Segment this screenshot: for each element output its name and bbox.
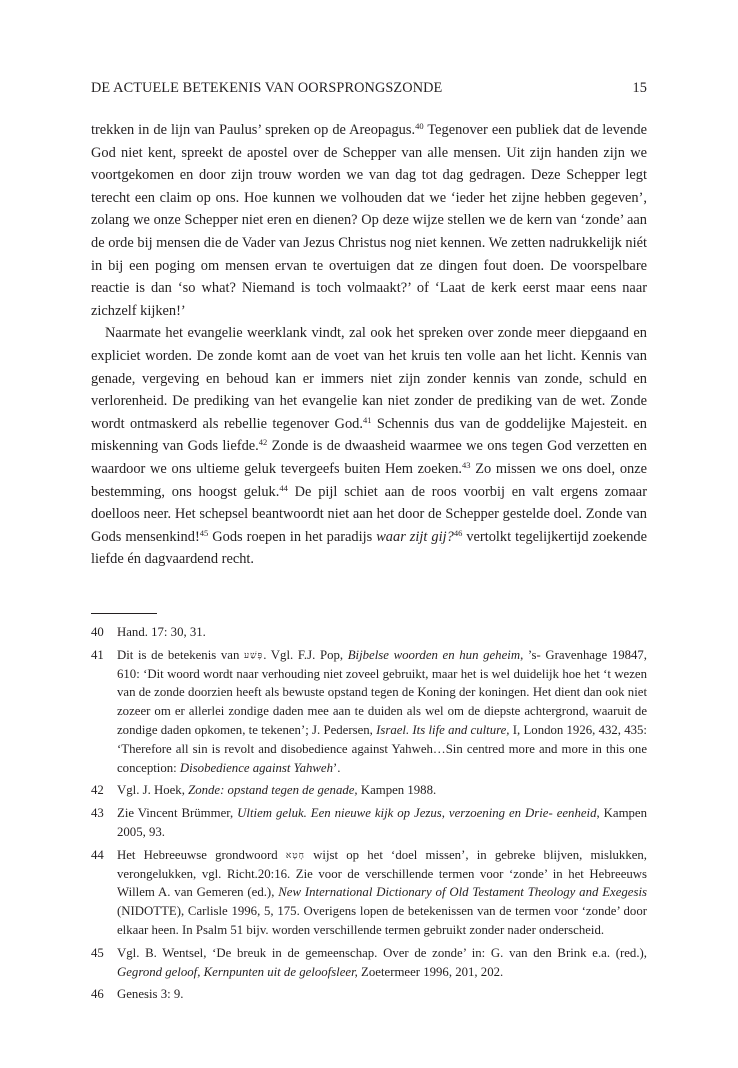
footnote-44 bbox=[91, 846, 647, 940]
footnote-number: 44 bbox=[91, 847, 104, 862]
paragraph-1 bbox=[91, 119, 647, 322]
italic-quote: waar zijt gij? bbox=[376, 528, 454, 545]
text-run: vertolkt tegelijkertijd zoekende liefde én dagvaardend recht. bbox=[91, 528, 647, 568]
footnote-text: Hand. 17: 30, 31. bbox=[117, 625, 206, 639]
italic-title: Ultiem geluk. Een nieuwe kijk op Jezus, verzoening en Drie- eenheid bbox=[237, 806, 597, 821]
text-run: Vgl. J. Hoek, bbox=[117, 783, 189, 798]
text-run: Schennis dus van de goddelijke Majesteit. en miskenning van Gods liefde. bbox=[91, 415, 647, 455]
footnotes bbox=[91, 623, 647, 1008]
italic-title: Zonde: opstand tegen de genade, bbox=[188, 783, 358, 798]
text-run: , Kampen 2005, 93. bbox=[117, 806, 648, 839]
italic-title: Israel. Its life and culture, bbox=[376, 722, 510, 737]
text-run: wijst op het ‘doel missen’, in gebreke blijven, mislukken, verongelukken, vgl. Richt.20:16. Zie voor de verschillende termen voor ‘zonde’ in het Hebreeuws Willem A. van Gemeren (ed.), bbox=[117, 847, 647, 900]
text-run: Naarmate het evangelie weerklank vindt, zal ook het spreken over zonde meer diepgaand en expliciet worden. De zonde komt aan de voet van het kruis ten volle aan het licht. Kennis van genade, vergeving en behoud kan er immers niet zijn zonder kennis van zonde, schuld en verlorenheid. De prediking van het evangelie kan niet zonder de prediking van de wet. Zonde wordt ontmaskerd als rebellie tegenover God. bbox=[91, 325, 647, 432]
footnote-number: 43 bbox=[91, 806, 104, 821]
italic-title: Gegrond geloof, Kernpunten uit de geloofsleer, bbox=[117, 964, 358, 979]
running-title: DE ACTUELE BETEKENIS VAN OORSPRONGSZONDE bbox=[91, 80, 443, 96]
text-run: Zie Vincent Brümmer, bbox=[117, 806, 238, 821]
text-run: Het Hebreeuwse grondwoord bbox=[117, 847, 286, 862]
footnote-ref-45[interactable]: 45 bbox=[199, 527, 209, 538]
text-run: De pijl schiet aan de roos voorbij en valt ergens zomaar doelloos neer. Het schepsel beantwoordt niet aan het door de Schepper gestelde doel. Zonde van Gods mensenkind! bbox=[91, 483, 647, 545]
italic-title: New International Dictionary of Old Testament Theology and Exegesis bbox=[278, 885, 647, 900]
footnote-42 bbox=[91, 781, 647, 800]
footnote-separator bbox=[91, 613, 157, 614]
footnote-ref-43[interactable]: 43 bbox=[462, 459, 471, 470]
italic-title: Bijbelse woorden en hun geheim bbox=[347, 647, 521, 662]
footnote-ref-40[interactable]: 40 bbox=[415, 121, 424, 131]
footnote-ref-41[interactable]: 41 bbox=[362, 414, 372, 425]
running-header bbox=[91, 80, 647, 102]
text-run: I, London 1926, 432, 435: ‘Therefore all sin is revolt and disobedience against Yahweh…Sin centred more and more in this one conception: bbox=[117, 722, 647, 775]
text-run: Dit is de betekenis van bbox=[117, 647, 244, 662]
page-number: 15 bbox=[632, 80, 647, 96]
footnote-number: 42 bbox=[91, 783, 104, 798]
footnote-text: Genesis 3: 9. bbox=[117, 987, 184, 1002]
text-run: Vgl. B. Wentsel, ‘De breuk in de gemeenschap. Over de zonde’ in: G. van den Brink e.a. (red.), bbox=[117, 945, 647, 960]
footnote-number: 40 bbox=[91, 625, 104, 639]
footnote-46 bbox=[91, 985, 647, 1004]
text-run: ’. bbox=[333, 760, 341, 775]
text-run: , ’s- Gravenhage 19847, 610: ‘Dit woord wordt naar verhouding niet zoveel gebruikt, maar het is wel duidelijk hoe het ‘t wezen van de zonde doorzien heeft als bewuste opstand tegen de Koning der koningen. Het dient dan ook niet zozeer om er allerlei zondige daden mee aan te duiden als wel om de diepste achtergrond, waaruit de zondige daden opkomen, te tekenen’; J. Pedersen, bbox=[117, 647, 647, 737]
text-run: Kampen 1988. bbox=[357, 783, 437, 798]
text-run: trekken in de lijn van Paulus’ spreken op de Areopagus. bbox=[91, 122, 416, 138]
footnote-43 bbox=[91, 804, 647, 842]
footnote-number: 41 bbox=[91, 647, 104, 662]
footnote-ref-42[interactable]: 42 bbox=[258, 437, 268, 448]
text-run: (NIDOTTE), Carlisle 1996, 5, 175. Overigens lopen de betekenissen van de termen voor ‘zonde’ door elkaar heen. In Psalm 51 bijv. worden verschillende termen gebruikt zonder nader onderscheid. bbox=[117, 904, 647, 937]
text-run: Zoetermeer 1996, 201, 202. bbox=[357, 964, 504, 979]
footnote-number: 46 bbox=[91, 987, 104, 1002]
hebrew-word: פֶּשַׁע bbox=[244, 649, 264, 660]
text-run: . Vgl. F.J. Pop, bbox=[263, 647, 348, 662]
text-run: Zonde is de dwaasheid waarmee we ons tegen God verzetten en waardoor we ons ultieme geluk tevergeefs buiten Hem zoeken. bbox=[91, 438, 647, 477]
paragraph-2 bbox=[91, 322, 647, 571]
footnote-ref-44[interactable]: 44 bbox=[279, 482, 288, 493]
footnote-45 bbox=[91, 944, 647, 982]
text-run: Gods roepen in het paradijs bbox=[208, 528, 377, 545]
footnote-40 bbox=[91, 623, 647, 642]
text-run: Zo missen we ons doel, onze bestemming, ons hoogst geluk. bbox=[91, 460, 648, 500]
text-run: Tegenover een publiek dat de levende God niet kent, spreekt de apostel over de Schepper van alle mensen. Uit zijn handen zijn we voortgekomen en door zijn trouw worden we van dag tot dag gedragen. Deze Schepper legt terecht een claim op ons. Hoe kunnen we volhouden dat we ‘ieder het zijne hebben gegeven’, zolang we onze Schepper niet eren en dienen? Op deze wijze stellen we de kern van ‘zonde’ aan de orde bij mensen die de Vader van Jezus Christus nog niet kennen. We zetten nadrukkelijk niét in bij een poging om mensen ervan te overtuigen dat ze dingen fout doen. De voorspelbare reactie is dan ‘so what? Niemand is toch volmaakt?’ of ‘Laat de kerk eerst maar eens naar zichzelf kijken!’ bbox=[91, 122, 647, 319]
hebrew-word: חָטָא bbox=[285, 849, 305, 860]
footnote-number: 45 bbox=[91, 945, 104, 960]
footnote-ref-46[interactable]: 46 bbox=[453, 527, 463, 538]
italic-quote: Disobedience against Yahweh bbox=[179, 760, 333, 775]
footnote-41 bbox=[91, 646, 647, 778]
main-text bbox=[91, 119, 647, 571]
